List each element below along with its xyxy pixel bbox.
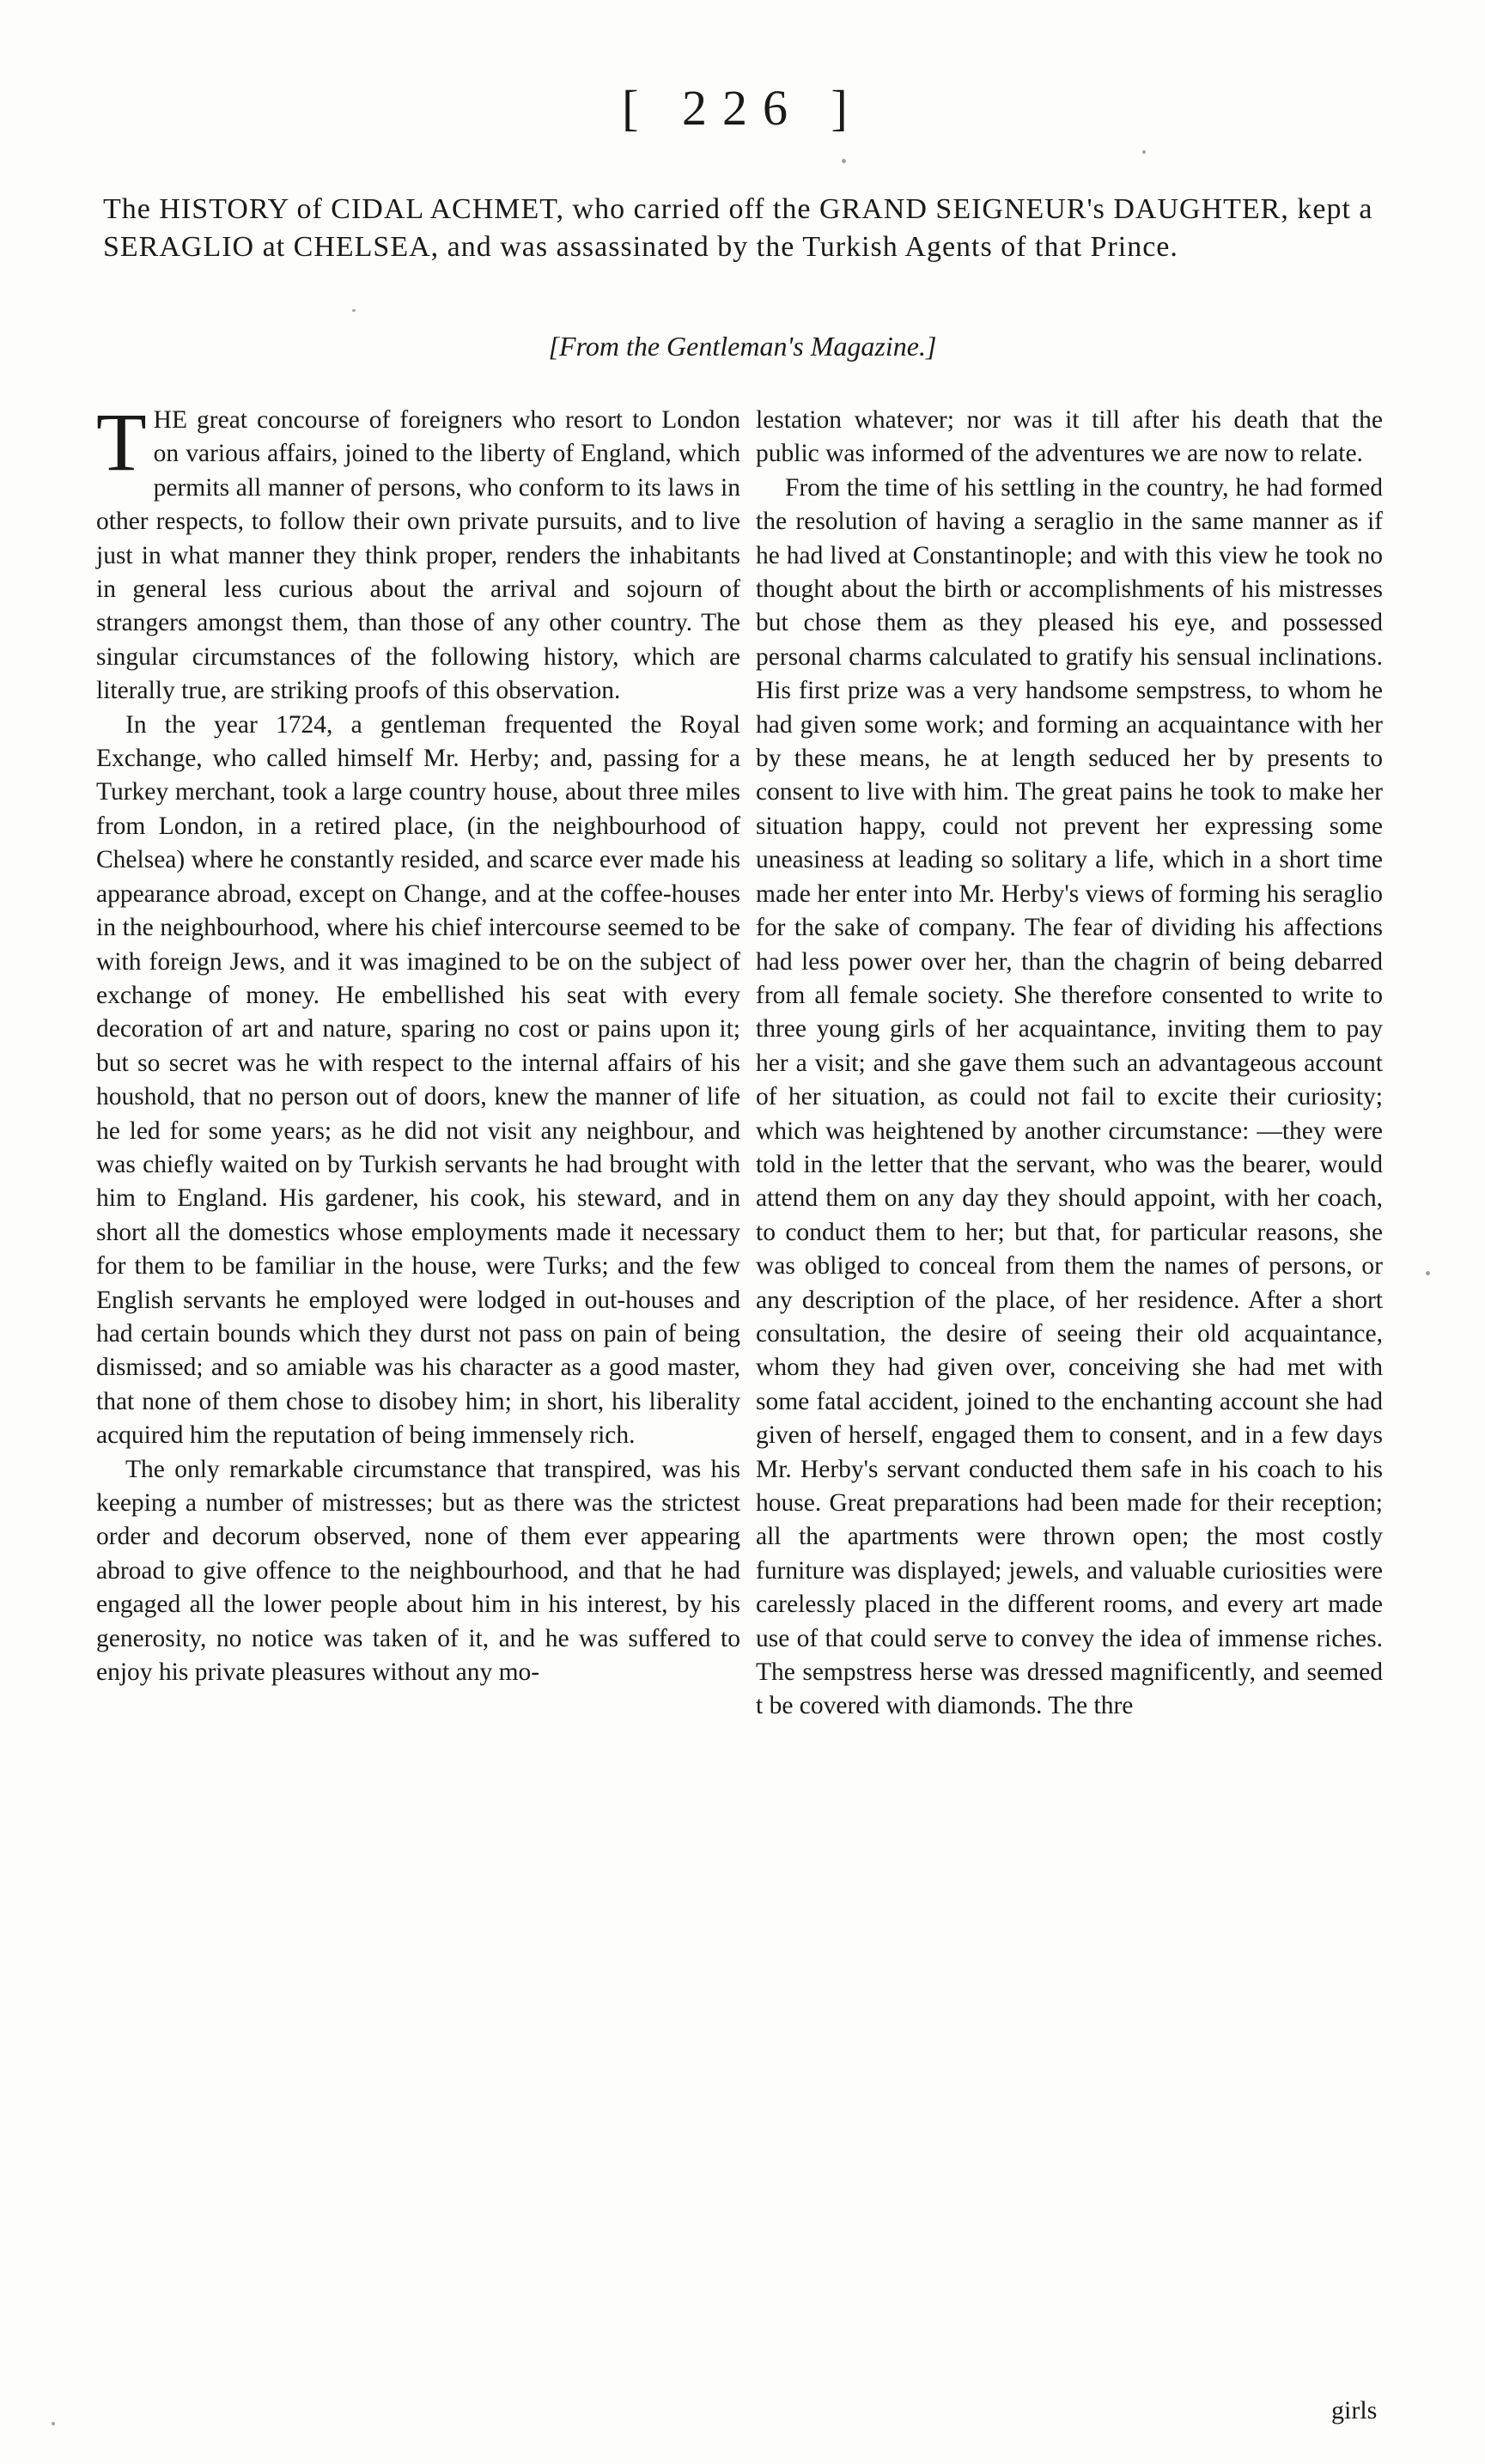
catchword: girls	[1331, 2396, 1378, 2424]
print-speck	[352, 309, 356, 312]
paragraph	[96, 396, 740, 709]
article-title: The HISTORY of CIDAL ACHMET, who carried off the GRAND SEIGNEUR's DAUGHTER, kept a SERAGLIO at CHELSEA, and was assassinated by the Turkish Agents of that Prince.	[103, 193, 1373, 263]
print-speck	[1426, 1271, 1430, 1275]
page-number: [ 226 ]	[622, 80, 863, 136]
print-speck	[52, 2422, 55, 2425]
print-speck	[842, 159, 846, 163]
drop-cap: T	[96, 396, 147, 488]
right-column	[756, 404, 1383, 1724]
left-column	[96, 396, 740, 1689]
paragraph: In the year 1724, a gentleman frequented the Royal Exchange, who called himself Mr. Herby; and, passing for a Turkey merchant, took a large country house, about three miles from London, in a retired place, (in the neighbourhood of Chelsea) where he constantly resided, and scarce ever made his appearance abroad, except on Change, and at the coffee-houses in the neighbourhood, where his chief intercourse seemed to be with foreign Jews, and it was imagined to be on the subject of exchange of money. He embellished his seat with every decoration of art and nature, sparing no cost or pains upon it; but so secret was he with respect to the internal affairs of his houshold, that no person out of doors, knew the manner of life he led for some years; as he did not visit any neighbour, and was chiefly waited on by Turkish servants he had brought with him to England. His gardener, his cook, his steward, and in short all the domestics whose employments made it necessary for them to be familiar in the house, were Turks; and the few English servants he employed were lodged in out-houses and had certain bounds which they durst not pass on pain of being dismissed; and so amiable was his character as a good master, that none of them chose to disobey him; in short, his liberality acquired him the reputation of being immensely rich.	[96, 710, 740, 1450]
paragraph: lestation whatever; nor was it till after his death that the public was informed of the adventures we are now to relate.	[756, 406, 1383, 468]
paragraph-text: HE great concourse of foreigners who resort to London on various affairs, joined to the liberty of England, which permits all manner of persons, who conform to its laws in other respects, to follow their own private pursuits, and to live just in what manner they think proper, renders the inhabitants in general less curious about the arrival and sojourn of strangers amongst them, than those of any other country. The singular circumstances of the following history, which are literally true, are striking proofs of this observation.	[96, 406, 740, 705]
print-speck	[1142, 150, 1146, 154]
paragraph: From the time of his settling in the country, he had formed the resolution of having a seraglio in the same manner as if he had lived at Constantinople; and with this view he took no thought about the birth or accomplishments of his mistresses but chose them as they pleased his eye, and possessed personal charms calculated to gratify his sensual inclinations. His first prize was a very handsome sempstress, to whom he had given some work; and forming an acquaintance with her by these means, he at length seduced her by presents to consent to live with him. The great pains he took to make her situation happy, could not prevent her expressing some uneasiness at leading so solitary a life, which in a short time made her enter into Mr. Herby's views of forming his seraglio for the sake of company. The fear of dividing his affections had less power over her, than the chagrin of being debarred from all female society. She therefore consented to write to three young girls of her acquaintance, inviting them to pay her a visit; and she gave them such an advantageous account of her situation, as could not fail to excite their curiosity; which was heightened by another circumstance: —they were told in the letter that the servant, who was the bearer, would attend them on any day they should appoint, with her coach, to conduct them to her; but that, for particular reasons, she was obliged to conceal from them the names of persons, or any description of the place, of her residence. After a short consultation, the desire of seeing their old acquaintance, whom they had given over, conceiving she had met with some fatal accident, joined to the enchanting account she had given of herself, engaged them to consent, and in a few days Mr. Herby's servant conducted them safe in his coach to his house. Great preparations had been made for their reception; all the apartments were thrown open; the most costly furniture was displayed; jewels, and valuable curiosities were carelessly placed in the different rooms, and every art made use of that could serve to convey the idea of immense riches. The sempstress herse was dressed magnificently, and seemed t be covered with diamonds. The thre	[756, 473, 1383, 1720]
paragraph: The only remarkable circumstance that transpired, was his keeping a number of mistresses; but as there was the strictest order and decorum observed, none of them ever appearing abroad to give offence to the neighbourhood, and that he had engaged all the lower people about him in his interest, by his generosity, no notice was taken of it, and he was suffered to enjoy his private pleasures without any mo-	[96, 1455, 740, 1687]
article-source: [From the Gentleman's Magazine.]	[548, 331, 937, 362]
